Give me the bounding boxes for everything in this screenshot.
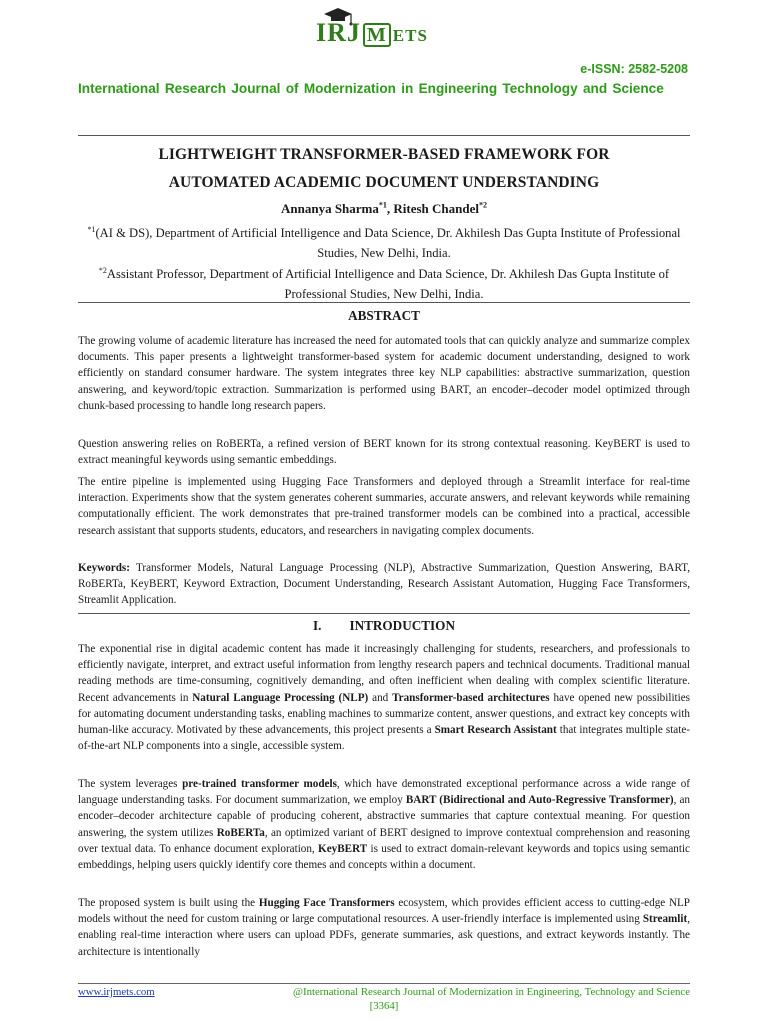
abstract-rule xyxy=(78,613,690,614)
introduction-heading xyxy=(78,618,690,634)
author-2: Ritesh Chandel xyxy=(393,201,479,216)
text-run: The system leverages xyxy=(78,778,183,790)
section-title: INTRODUCTION xyxy=(349,618,455,633)
text-run: , an encoder–decoder architecture capable of producing coherent, abstractive summaries that capture contextual meaning. For question answering, the system utilizes xyxy=(78,794,690,839)
text-run: , enabling real-time interaction where users can upload PDFs, generate summaries, ask questions, and extract keywords instantly. The architecture is intentionally xyxy=(78,913,690,958)
text-run: , which have demonstrated exceptional performance across a wide range of language understanding tasks. For document summarization, we employ xyxy=(78,778,690,807)
text-run: , an optimized variant of BERT designed to improve contextual comprehension and reasoning over textual data. To enhance document exploration, xyxy=(78,826,691,855)
text-run: that integrates multiple state-of-the-art NLP components into a single, accessible system. xyxy=(78,724,690,753)
abstract-heading: ABSTRACT xyxy=(348,308,420,323)
text-run: The exponential rise in digital academic content has made it increasingly challenging for students, researchers, and professionals to efficiently navigate, interpret, and extract useful information from lengthy research papers and technical documents. Traditional manual reading methods are time-consuming, cognitively demanding, and often inefficient when dealing with complex scientific literature. Recent advancements in xyxy=(78,643,690,704)
section-number: I. xyxy=(313,618,322,633)
abstract-paragraph-1: The growing volume of academic literature has increased the need for automated tools that can quickly analyze and summarize complex documents. This paper presents a lightweight transformer-based system for academic document understanding, designed to work efficiently on standard consumer hardware. The system integrates three key NLP capabilities: abstractive summarization, question answering, and keyword/topic extraction. Summarization is performed using BART, an encoder–decoder model optimized through chunk-based processing to handle long research papers. xyxy=(78,335,690,412)
keywords-label: Keywords: xyxy=(78,562,130,574)
text-run: The proposed system is built using the xyxy=(78,897,259,909)
logo-wordmark: IRJ M ETS xyxy=(316,18,428,47)
issn-label: e-ISSN: 2582-5208 xyxy=(580,62,688,76)
emphasized-term: Natural Language Processing (NLP) xyxy=(192,691,369,704)
affiliation-1: $^{*1}$(AI & DS), Department of Artificial Intelligence and Data Science, Dr. Akhilesh Das Gupta Institute of Professional Studies, New Delhi, India. xyxy=(87,224,681,260)
authors-line xyxy=(78,201,690,217)
emphasized-term: Hugging Face Transformers xyxy=(258,897,395,909)
keywords-paragraph xyxy=(78,560,690,609)
emphasized-term: pre-trained transformer models xyxy=(182,778,337,790)
text-run: is used to extract domain-relevant keywords and topics using semantic embeddings, helping users quickly identify core themes and concepts within a document. xyxy=(78,842,690,872)
footer-copyright: @International Research Journal of Modernization in Engineering, Technology and Science xyxy=(293,986,690,998)
emphasized-term: Transformer-based architectures xyxy=(392,691,550,704)
author-1: Annanya Sharma xyxy=(281,201,379,216)
intro-paragraph-2 xyxy=(78,776,690,873)
abstract-paragraph-2: Question answering relies on RoBERTa, a refined version of BERT known for its strong contextual reasoning. KeyBERT is used to extract meaningful keywords using semantic embeddings. xyxy=(78,438,690,467)
journal-logo xyxy=(316,6,456,50)
keywords-list: Transformer Models, Natural Language Processing (NLP), Abstractive Summarization, Question Answering, BART, RoBERTa, KeyBERT, Keyword Extraction, Document Understanding, Research Assistant Automation, Hugging Face Transformers, Streamlit Application. xyxy=(78,562,690,607)
text-run: and xyxy=(368,691,393,704)
page-number: [3364] xyxy=(369,1000,399,1012)
author-2-mark: *2 xyxy=(479,200,487,210)
emphasized-term: KeyBERT xyxy=(318,842,368,855)
author-separator: , xyxy=(386,201,394,216)
paper-title-line-1: LIGHTWEIGHT TRANSFORMER-BASED FRAMEWORK FOR xyxy=(158,146,610,163)
intro-paragraph-1 xyxy=(78,641,690,754)
header-rule xyxy=(78,135,690,136)
text-run: have opened new possibilities for automating document understanding tasks, enabling machines to summarize content, answer questions, and extract key concepts with human-like accuracy. Motivated by these advancements, this project presents a xyxy=(78,691,691,737)
footer-rule xyxy=(78,983,690,984)
emphasized-term: Smart Research Assistant xyxy=(434,724,557,737)
journal-name: International Research Journal of Modernization in Engineering Technology and Science xyxy=(78,81,664,96)
emphasized-term: Streamlit xyxy=(642,913,688,926)
affiliation-2: $^{*2}$Assistant Professor, Department of Artificial Intelligence and Data Science, Dr. Akhilesh Das Gupta Institute of Professional Studies, New Delhi, India. xyxy=(98,265,670,301)
intro-paragraph-3 xyxy=(78,895,690,960)
emphasized-term: RoBERTa xyxy=(216,826,265,839)
paper-title-line-2: AUTOMATED ACADEMIC DOCUMENT UNDERSTANDING xyxy=(168,174,600,191)
title-rule xyxy=(78,302,690,303)
author-1-mark: *1 xyxy=(378,200,387,210)
journal-website-link[interactable]: www.irjmets.com xyxy=(78,986,155,998)
abstract-paragraph-3: The entire pipeline is implemented using Hugging Face Transformers and deployed through a Streamlit interface for real-time interaction. Experiments show that the system generates coherent summaries, accurate answers, and relevant keywords while remaining computationally efficient. The work demonstrates that pre-trained transformer models can be combined into a practical, accessible research assistant that supports students, educators, and researchers in navigating complex documents. xyxy=(78,476,690,537)
emphasized-term: BART (Bidirectional and Auto-Regressive Transformer) xyxy=(405,794,674,807)
text-run: ecosystem, which provides efficient access to cutting-edge NLP models without the need for custom training or large computational resources. A user-friendly interface is implemented using xyxy=(78,897,690,926)
